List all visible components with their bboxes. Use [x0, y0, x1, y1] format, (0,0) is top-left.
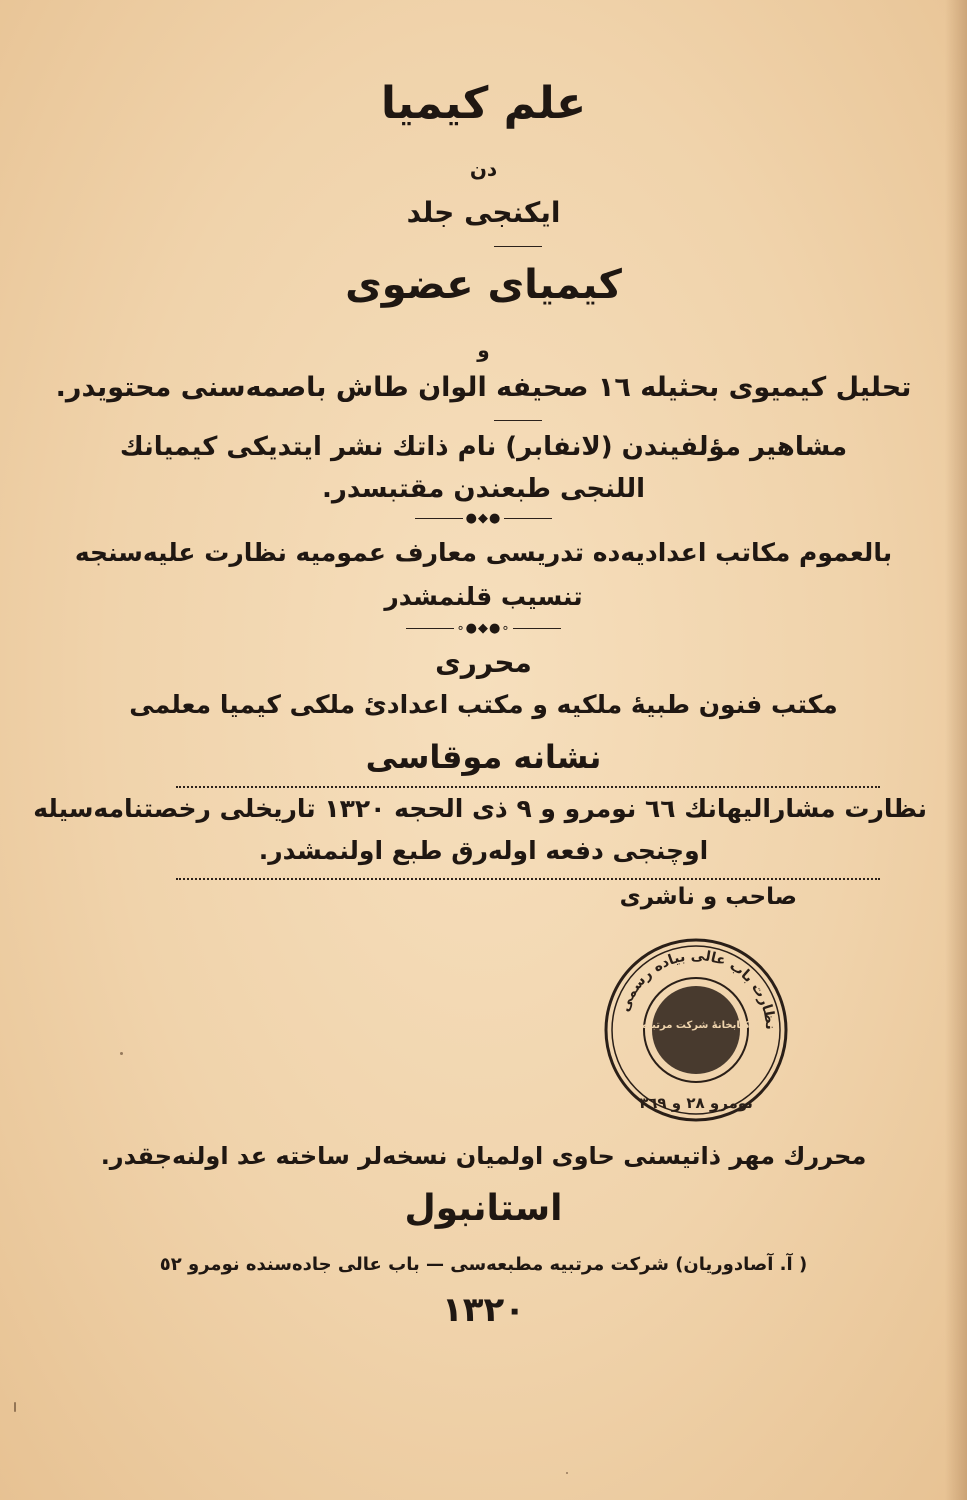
seal-notice: محررك مهر ذاتیسنی حاوی اولمیان نسخه‌لر ساخته عد اولنه‌جقدر.	[100, 1142, 867, 1170]
paper-speck	[120, 1052, 123, 1055]
ornament-divider-2: ∘●◆●∘	[0, 620, 967, 636]
publisher-seal	[602, 936, 790, 1124]
seal-number-text: نومرو ٢٨ و ٣٦٩	[639, 1094, 753, 1112]
divider-short-2	[494, 420, 542, 421]
author-label: محرری	[435, 646, 532, 679]
paper-mark	[14, 1402, 16, 1412]
publication-year: ١٣٢٠	[441, 1290, 525, 1330]
publisher-label: صاحب و ناشری	[619, 884, 797, 910]
ornament-divider-1: ●◆●	[0, 510, 967, 526]
volume-label: ایکنجی جلد	[406, 196, 561, 229]
printer-line: ( آ. آصادوریان) شرکت مرتبیه مطبعه‌سی — باب عالی جاده‌سنده نومرو ٥٢	[159, 1254, 808, 1275]
city-name: استانبول	[404, 1188, 563, 1229]
divider-short	[494, 246, 542, 247]
conjunction-den: دن	[469, 157, 498, 181]
approval-line-2: تنسیب قلنمشدر	[384, 582, 583, 611]
book-title: علم کیمیا	[380, 78, 587, 129]
conjunction-ve: و	[477, 338, 490, 362]
seal-center-text: کتابخانهٔ شرکت مرتبیه	[641, 1020, 751, 1031]
source-line-2: اللنجی طبعندن مقتبسدر.	[321, 474, 645, 504]
author-title: مکتب فنون طبیهٔ ملکیه و مکتب اعدادیٔ ملکی کیمیا معلمی	[129, 690, 838, 719]
subject-description: تحلیل کیمیوی بحثیله ١٦ صحیفه الوان طاش باصمه‌سنی محتویدر.	[55, 372, 912, 403]
license-line-1: نظارت مشارالیهانك ٦٦ نومرو و ٩ ذی الحجه ١٣٢٠ تاریخلی رخصتنامه‌سیله	[33, 794, 927, 823]
dotted-rule-top	[176, 786, 880, 788]
license-line-2: اوچنجی دفعه اوله‌رق طبع اولنمشدر.	[258, 836, 709, 865]
source-line-1: مشاهیر مؤلفیندن (لانفابر) نام ذاتك نشر ایتدیکی کیمیانك	[119, 432, 848, 462]
approval-line-1: بالعموم مکاتب اعدادیه‌ده تدریسی معارف عمومیه نظارت علیه‌سنجه	[74, 538, 893, 567]
dotted-rule-bottom	[176, 878, 880, 880]
paper-speck-2	[566, 1472, 568, 1474]
author-name: نشانه موقاسی	[365, 738, 602, 776]
subject-title: کیمیای عضوی	[345, 262, 622, 308]
seal-ring-text: نظارت باب عالی بیاده رسمی	[616, 947, 779, 1031]
